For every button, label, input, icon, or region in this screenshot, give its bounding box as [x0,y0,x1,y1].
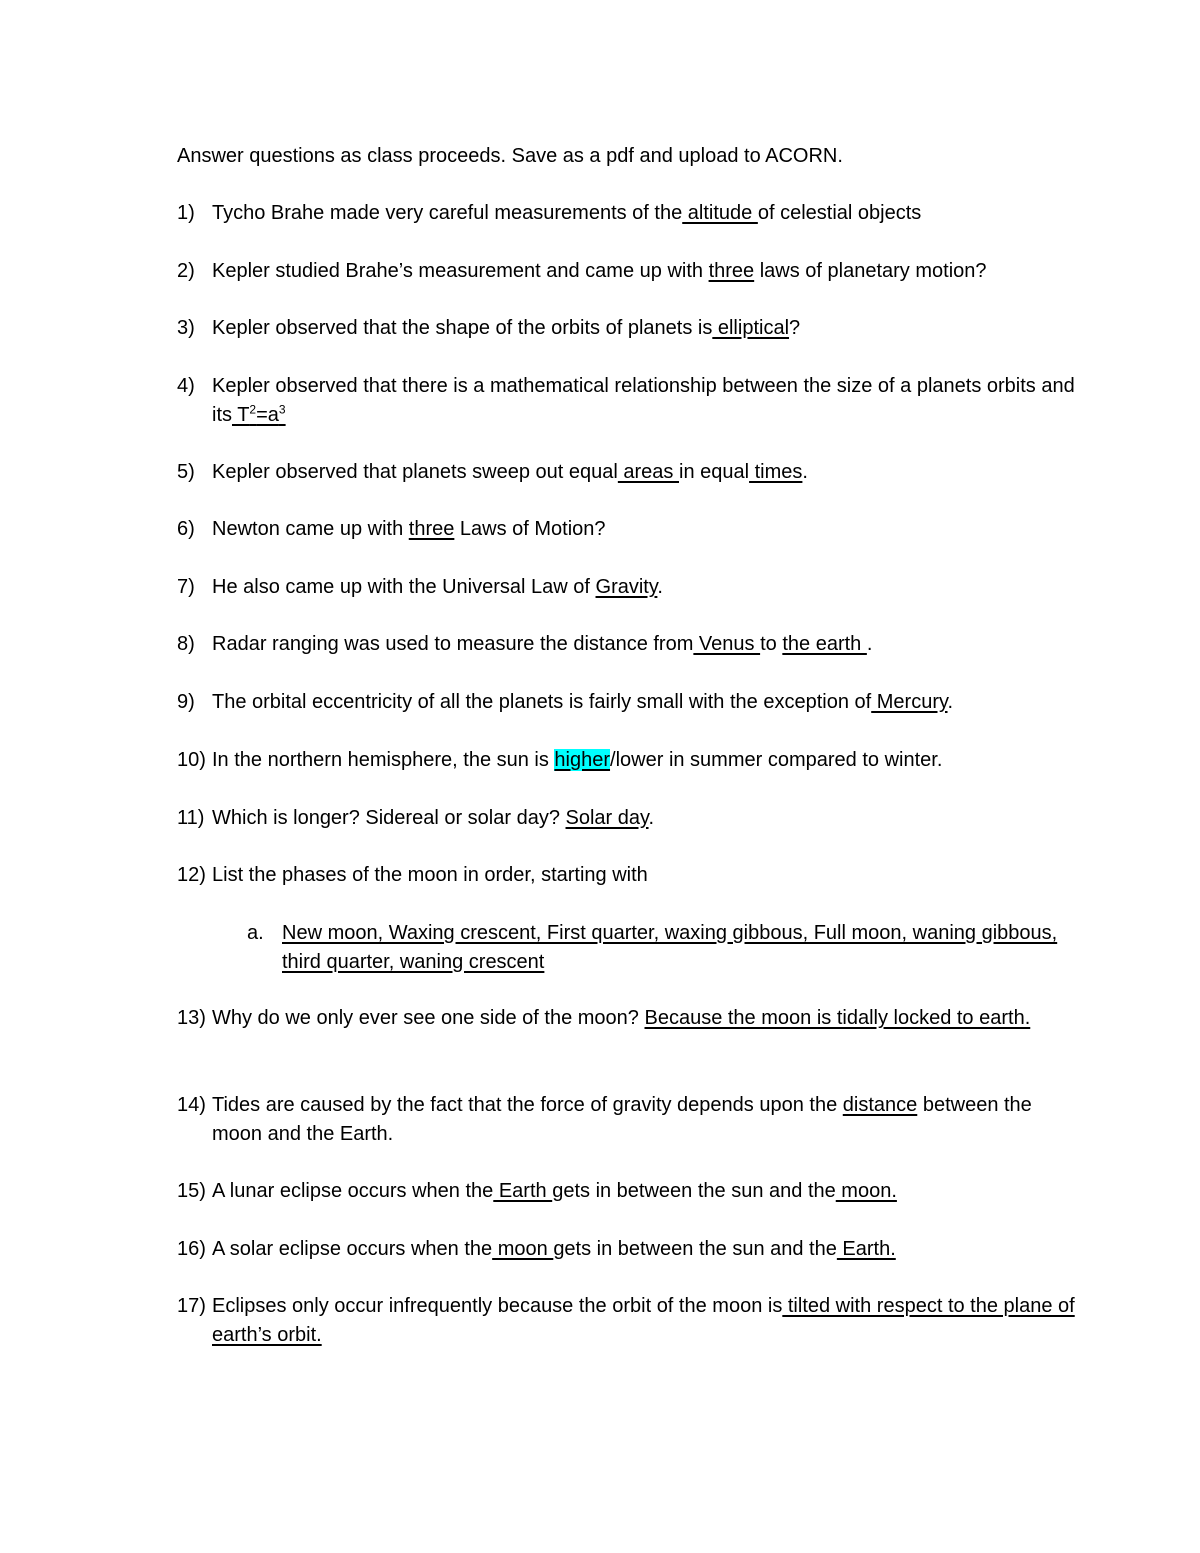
answer: New moon, Waxing crescent, First quarter, waxing gibbous, Full moon, waning gibbous, third quarter, waning crescent [282,922,1058,973]
question-text: between the moon and the Earth. [212,1094,1032,1145]
question-number: 17) [177,1295,206,1317]
question-text: Kepler observed that there is a mathematical relationship between the size of a planets orbits and its [212,375,1075,426]
question-text: Which is longer? Sidereal or solar day? [212,807,566,829]
question-text: . [802,461,808,483]
answer: elliptical [712,317,790,339]
question-text: A solar eclipse occurs when the [212,1238,493,1260]
question-text: /lower in summer compared to winter. [610,749,943,771]
question-text: Kepler studied Brahe’s measurement and came up with [212,260,709,282]
question-number: 16) [177,1238,206,1260]
question-number: 7) [177,576,195,598]
question-text: Tides are caused by the fact that the force of gravity depends upon the [212,1094,843,1116]
question-text: laws of planetary motion? [754,260,987,282]
question-text: ? [789,317,801,339]
question-text: Radar ranging was used to measure the distance from [212,633,694,655]
answer: Solar day [565,807,649,829]
exponent: 2 [249,402,257,417]
question-9 [177,688,1077,717]
answer: altitude [682,202,758,224]
question-8 [177,630,1077,659]
question-number: 13) [177,1007,206,1029]
question-10 [177,746,1077,775]
question-text: Laws of Motion? [454,518,606,540]
question-number: 3) [177,317,195,339]
answer: distance [842,1094,918,1116]
question-text: . [648,807,655,829]
question-number: 12) [177,864,206,886]
answer: moon. [835,1180,897,1202]
question-7 [177,573,1077,602]
question-text: gets in between the sun and the [553,1238,837,1260]
question-14 [177,1091,1077,1149]
question-12 [177,861,1077,890]
answer: Mercury [871,691,948,713]
question-text: gets in between the sun and the [552,1180,836,1202]
question-text: of celestial objects [757,202,922,224]
question-11 [177,804,1077,833]
instructions: Answer questions as class proceeds. Save as a pdf and upload to ACORN. [177,145,843,167]
question-4 [177,372,1077,430]
question-3 [177,314,1077,343]
question-number: 11) [177,807,205,829]
highlighted-answer: higher [554,749,611,771]
answer: Earth. [836,1238,896,1260]
question-16 [177,1235,1077,1264]
question-number: 9) [177,691,195,713]
answer: Gravity [595,576,658,598]
question-text: The orbital eccentricity of all the planets is fairly small with the exception of [212,691,872,713]
answer: times [749,461,803,483]
answer: Earth [493,1180,553,1202]
exponent: 3 [278,402,286,417]
question-text: . [657,576,663,598]
answer: the earth [782,633,867,655]
question-number: 1) [177,202,195,224]
question-6 [177,515,1077,544]
answer: tilted with respect to the plane of earth’s orbit. [212,1295,1075,1346]
question-number: 5) [177,461,195,483]
question-number: 15) [177,1180,206,1202]
question-text: Kepler observed that planets sweep out equal [212,461,618,483]
question-text: . [866,633,873,655]
question-12-sub-a [247,919,1077,977]
question-text: He also came up with the Universal Law of [212,576,596,598]
answer: three [708,260,755,282]
question-text: Newton came up with [212,518,409,540]
question-number: 8) [177,633,195,655]
sub-item-letter: a. [247,922,264,944]
question-text: In the northern hemisphere, the sun is [212,749,555,771]
question-17 [177,1292,1077,1350]
answer: Because the moon is tidally locked to earth. [644,1007,1031,1029]
question-text: Why do we only ever see one side of the moon? [212,1007,645,1029]
question-number: 4) [177,375,195,397]
question-text: List the phases of the moon in order, starting with [212,864,648,886]
answer: areas [617,461,679,483]
question-5 [177,458,1077,487]
question-2 [177,257,1077,286]
question-text: A lunar eclipse occurs when the [212,1180,494,1202]
question-number: 2) [177,260,195,282]
answer: moon [492,1238,554,1260]
answer: Venus [693,633,761,655]
question-15 [177,1177,1077,1206]
question-number: 6) [177,518,195,540]
answer: $T^2=a^3$ [232,402,286,426]
question-text: Eclipses only occur infrequently because the orbit of the moon is [212,1295,783,1317]
question-number: 10) [177,749,206,771]
question-number: 14) [177,1094,206,1116]
answer: three [408,518,455,540]
question-text: to [760,633,783,655]
question-text: in equal [679,461,750,483]
question-text: . [947,691,954,713]
question-13 [177,1004,1077,1033]
question-text: Tycho Brahe made very careful measurements of the [212,202,683,224]
question-text: Kepler observed that the shape of the orbits of planets is [212,317,713,339]
question-1 [177,199,1077,228]
